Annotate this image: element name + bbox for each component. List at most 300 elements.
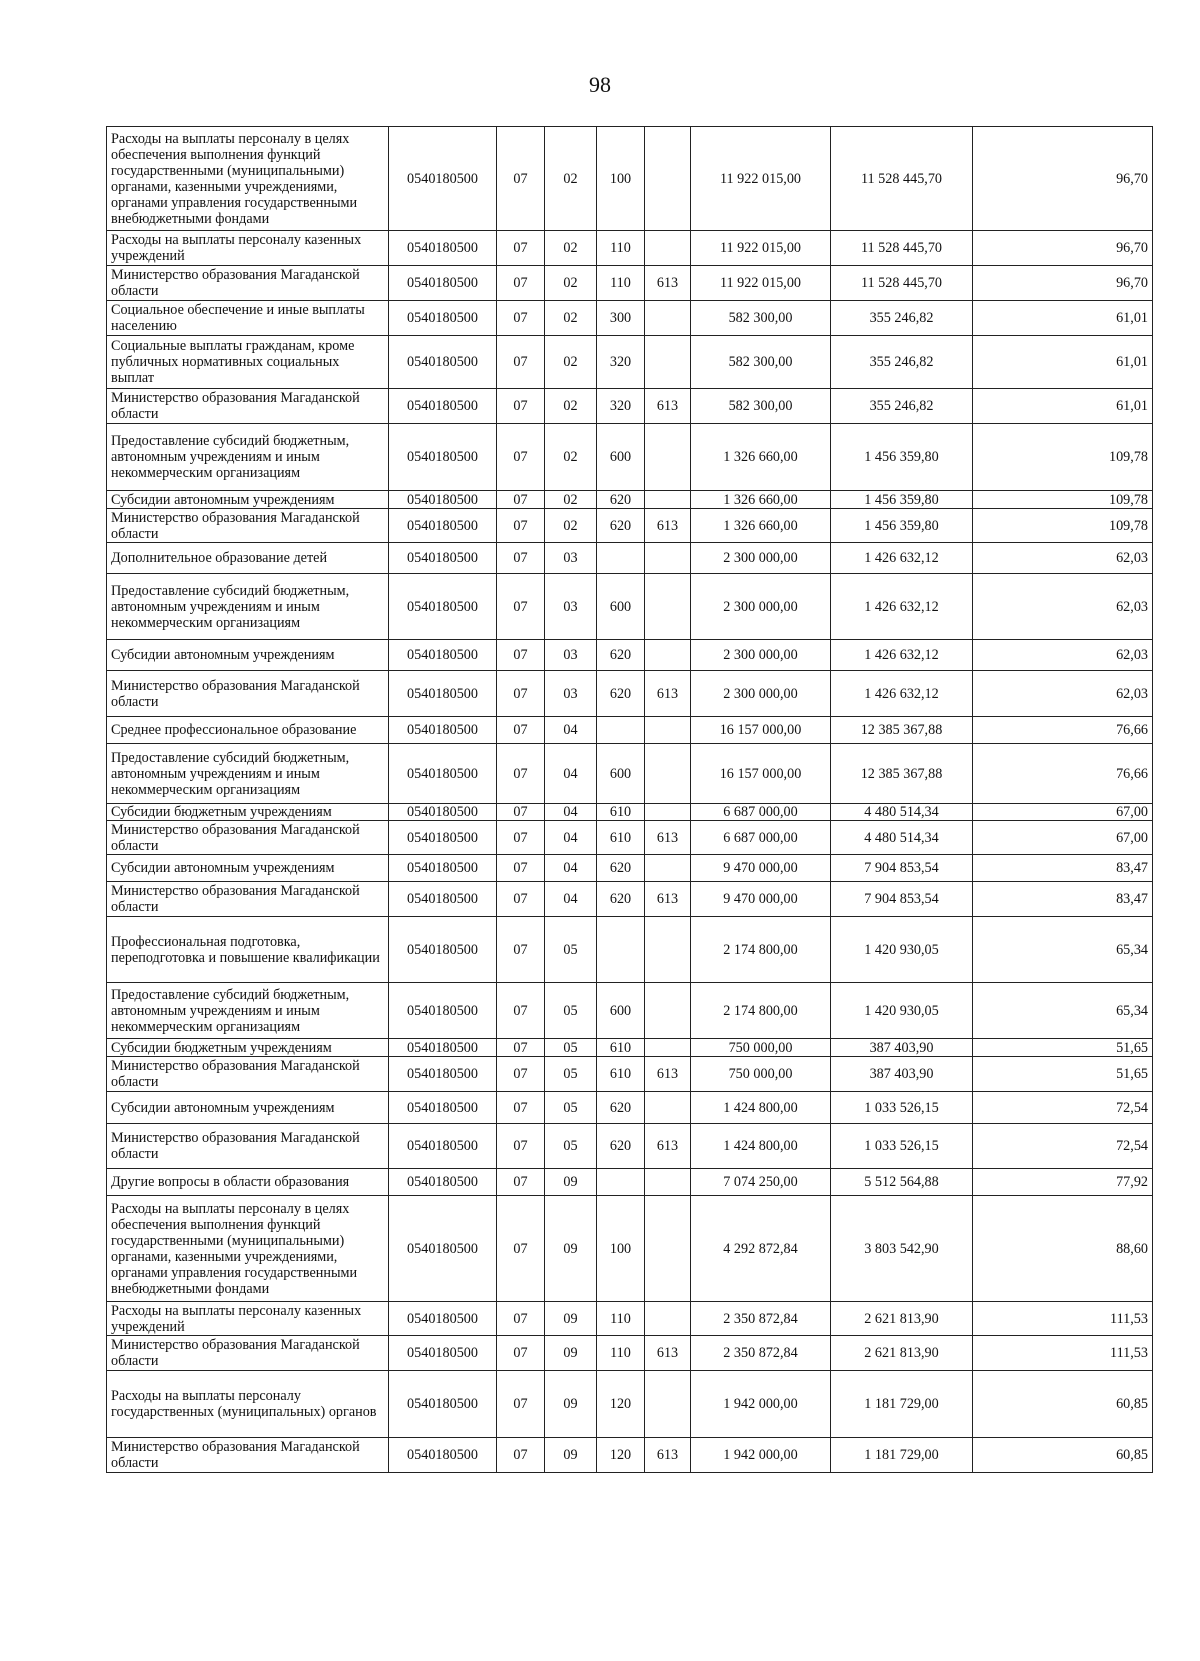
expense-type-cell: 620 [597,1124,645,1169]
admin-code-cell [645,1039,691,1057]
admin-code-cell [645,983,691,1039]
item-name-cell: Субсидии автономным учреждениям [107,491,389,509]
item-name-cell: Министерство образования Магаданской области [107,509,389,543]
percent-cell: 83,47 [973,882,1153,917]
expense-type-cell [597,543,645,574]
plan-amount-cell: 2 350 872,84 [691,1302,831,1336]
target-code-cell: 0540180500 [389,983,497,1039]
admin-code-cell [645,717,691,744]
table-row [107,509,1153,543]
section-cell: 07 [497,1039,545,1057]
actual-amount-cell: 1 426 632,12 [831,574,973,640]
subsection-cell: 09 [545,1196,597,1302]
actual-amount-cell: 1 033 526,15 [831,1124,973,1169]
admin-code-cell: 613 [645,266,691,301]
table-row [107,640,1153,671]
admin-code-cell [645,336,691,389]
subsection-cell: 04 [545,744,597,804]
plan-amount-cell: 9 470 000,00 [691,855,831,882]
section-cell: 07 [497,266,545,301]
subsection-cell: 04 [545,882,597,917]
table-row [107,1124,1153,1169]
percent-cell: 62,03 [973,671,1153,717]
section-cell: 07 [497,1057,545,1092]
target-code-cell: 0540180500 [389,855,497,882]
plan-amount-cell: 11 922 015,00 [691,127,831,231]
percent-cell: 60,85 [973,1438,1153,1473]
percent-cell: 51,65 [973,1039,1153,1057]
target-code-cell: 0540180500 [389,882,497,917]
admin-code-cell: 613 [645,882,691,917]
plan-amount-cell: 1 326 660,00 [691,491,831,509]
subsection-cell: 02 [545,389,597,424]
actual-amount-cell: 1 426 632,12 [831,543,973,574]
admin-code-cell [645,424,691,491]
target-code-cell: 0540180500 [389,1092,497,1124]
plan-amount-cell: 6 687 000,00 [691,821,831,855]
expense-type-cell: 110 [597,266,645,301]
admin-code-cell: 613 [645,1438,691,1473]
target-code-cell: 0540180500 [389,389,497,424]
plan-amount-cell: 2 300 000,00 [691,574,831,640]
target-code-cell: 0540180500 [389,127,497,231]
section-cell: 07 [497,821,545,855]
plan-amount-cell: 1 424 800,00 [691,1124,831,1169]
actual-amount-cell: 1 456 359,80 [831,509,973,543]
target-code-cell: 0540180500 [389,1057,497,1092]
admin-code-cell [645,491,691,509]
expense-type-cell: 620 [597,640,645,671]
section-cell: 07 [497,882,545,917]
target-code-cell: 0540180500 [389,1124,497,1169]
table-row [107,821,1153,855]
expense-type-cell: 300 [597,301,645,336]
item-name-cell: Социальные выплаты гражданам, кроме публичных нормативных социальных выплат [107,336,389,389]
expense-type-cell: 620 [597,882,645,917]
expense-type-cell: 610 [597,1039,645,1057]
item-name-cell: Министерство образования Магаданской области [107,1438,389,1473]
section-cell: 07 [497,744,545,804]
actual-amount-cell: 355 246,82 [831,336,973,389]
section-cell: 07 [497,855,545,882]
subsection-cell: 09 [545,1438,597,1473]
expense-type-cell: 620 [597,509,645,543]
table-row [107,1057,1153,1092]
expense-type-cell: 600 [597,424,645,491]
percent-cell: 61,01 [973,389,1153,424]
table-row [107,1371,1153,1438]
admin-code-cell: 613 [645,1124,691,1169]
section-cell: 07 [497,509,545,543]
plan-amount-cell: 1 424 800,00 [691,1092,831,1124]
expense-type-cell: 120 [597,1371,645,1438]
plan-amount-cell: 1 942 000,00 [691,1371,831,1438]
item-name-cell: Расходы на выплаты персоналу казенных учреждений [107,231,389,266]
item-name-cell: Другие вопросы в области образования [107,1169,389,1196]
subsection-cell: 02 [545,127,597,231]
section-cell: 07 [497,917,545,983]
table-row [107,1302,1153,1336]
table-row [107,1169,1153,1196]
page-number: 98 [589,72,611,97]
subsection-cell: 05 [545,1092,597,1124]
plan-amount-cell: 582 300,00 [691,389,831,424]
item-name-cell: Расходы на выплаты персоналу казенных учреждений [107,1302,389,1336]
plan-amount-cell: 750 000,00 [691,1039,831,1057]
percent-cell: 62,03 [973,543,1153,574]
target-code-cell: 0540180500 [389,509,497,543]
admin-code-cell [645,1196,691,1302]
subsection-cell: 02 [545,336,597,389]
subsection-cell: 05 [545,917,597,983]
target-code-cell: 0540180500 [389,804,497,821]
table-row [107,336,1153,389]
plan-amount-cell: 16 157 000,00 [691,744,831,804]
table-row [107,744,1153,804]
expense-type-cell: 320 [597,389,645,424]
subsection-cell: 02 [545,491,597,509]
admin-code-cell [645,127,691,231]
target-code-cell: 0540180500 [389,266,497,301]
target-code-cell: 0540180500 [389,1196,497,1302]
admin-code-cell [645,301,691,336]
table-row [107,804,1153,821]
admin-code-cell: 613 [645,1057,691,1092]
target-code-cell: 0540180500 [389,543,497,574]
plan-amount-cell: 16 157 000,00 [691,717,831,744]
percent-cell: 109,78 [973,509,1153,543]
table-row [107,855,1153,882]
actual-amount-cell: 1 456 359,80 [831,491,973,509]
percent-cell: 76,66 [973,744,1153,804]
item-name-cell: Министерство образования Магаданской области [107,389,389,424]
subsection-cell: 02 [545,266,597,301]
expense-type-cell [597,717,645,744]
subsection-cell: 09 [545,1336,597,1371]
expense-type-cell: 620 [597,491,645,509]
table-row [107,491,1153,509]
expense-type-cell: 620 [597,671,645,717]
actual-amount-cell: 355 246,82 [831,389,973,424]
subsection-cell: 02 [545,424,597,491]
actual-amount-cell: 4 480 514,34 [831,804,973,821]
section-cell: 07 [497,574,545,640]
item-name-cell: Субсидии бюджетным учреждениям [107,1039,389,1057]
item-name-cell: Предоставление субсидий бюджетным, автономным учреждениям и иным некоммерческим организациям [107,744,389,804]
item-name-cell: Предоставление субсидий бюджетным, автономным учреждениям и иным некоммерческим организациям [107,574,389,640]
actual-amount-cell: 3 803 542,90 [831,1196,973,1302]
plan-amount-cell: 4 292 872,84 [691,1196,831,1302]
subsection-cell: 03 [545,543,597,574]
actual-amount-cell: 1 033 526,15 [831,1092,973,1124]
admin-code-cell [645,917,691,983]
plan-amount-cell: 750 000,00 [691,1057,831,1092]
expense-type-cell: 110 [597,231,645,266]
actual-amount-cell: 1 420 930,05 [831,917,973,983]
percent-cell: 77,92 [973,1169,1153,1196]
expense-type-cell: 110 [597,1302,645,1336]
section-cell: 07 [497,424,545,491]
admin-code-cell [645,1169,691,1196]
item-name-cell: Субсидии автономным учреждениям [107,640,389,671]
table-row [107,266,1153,301]
item-name-cell: Расходы на выплаты персоналу в целях обеспечения выполнения функций государственными (муниципальными) органами, казенными учреждениями, органами управления государственными внебюджетными фондами [107,127,389,231]
percent-cell: 72,54 [973,1092,1153,1124]
table-row [107,127,1153,231]
table-row [107,301,1153,336]
percent-cell: 109,78 [973,491,1153,509]
actual-amount-cell: 11 528 445,70 [831,231,973,266]
section-cell: 07 [497,389,545,424]
target-code-cell: 0540180500 [389,301,497,336]
item-name-cell: Министерство образования Магаданской области [107,821,389,855]
plan-amount-cell: 11 922 015,00 [691,266,831,301]
item-name-cell: Министерство образования Магаданской области [107,1057,389,1092]
subsection-cell: 03 [545,640,597,671]
subsection-cell: 05 [545,1039,597,1057]
section-cell: 07 [497,1438,545,1473]
admin-code-cell [645,855,691,882]
section-cell: 07 [497,1196,545,1302]
item-name-cell: Расходы на выплаты персоналу государственных (муниципальных) органов [107,1371,389,1438]
admin-code-cell: 613 [645,821,691,855]
section-cell: 07 [497,1092,545,1124]
target-code-cell: 0540180500 [389,1438,497,1473]
subsection-cell: 02 [545,509,597,543]
plan-amount-cell: 2 174 800,00 [691,917,831,983]
section-cell: 07 [497,491,545,509]
item-name-cell: Субсидии бюджетным учреждениям [107,804,389,821]
item-name-cell: Среднее профессиональное образование [107,717,389,744]
actual-amount-cell: 387 403,90 [831,1057,973,1092]
percent-cell: 76,66 [973,717,1153,744]
subsection-cell: 04 [545,821,597,855]
percent-cell: 111,53 [973,1302,1153,1336]
expense-type-cell: 610 [597,804,645,821]
budget-table [106,126,1153,1473]
percent-cell: 96,70 [973,231,1153,266]
target-code-cell: 0540180500 [389,1169,497,1196]
item-name-cell: Субсидии автономным учреждениям [107,855,389,882]
percent-cell: 61,01 [973,336,1153,389]
admin-code-cell [645,744,691,804]
table-row [107,1039,1153,1057]
section-cell: 07 [497,1124,545,1169]
section-cell: 07 [497,671,545,717]
expense-type-cell: 600 [597,983,645,1039]
expense-type-cell: 120 [597,1438,645,1473]
actual-amount-cell: 1 181 729,00 [831,1438,973,1473]
expense-type-cell: 100 [597,127,645,231]
section-cell: 07 [497,983,545,1039]
table-row [107,543,1153,574]
table-row [107,389,1153,424]
table-row [107,424,1153,491]
table-row [107,983,1153,1039]
item-name-cell: Профессиональная подготовка, переподготовка и повышение квалификации [107,917,389,983]
admin-code-cell [645,231,691,266]
plan-amount-cell: 9 470 000,00 [691,882,831,917]
item-name-cell: Дополнительное образование детей [107,543,389,574]
section-cell: 07 [497,640,545,671]
target-code-cell: 0540180500 [389,491,497,509]
percent-cell: 88,60 [973,1196,1153,1302]
table-row [107,1438,1153,1473]
item-name-cell: Министерство образования Магаданской области [107,266,389,301]
section-cell: 07 [497,231,545,266]
subsection-cell: 09 [545,1371,597,1438]
percent-cell: 65,34 [973,983,1153,1039]
plan-amount-cell: 6 687 000,00 [691,804,831,821]
subsection-cell: 03 [545,574,597,640]
target-code-cell: 0540180500 [389,640,497,671]
plan-amount-cell: 11 922 015,00 [691,231,831,266]
table-body [107,127,1153,1473]
item-name-cell: Субсидии автономным учреждениям [107,1092,389,1124]
subsection-cell: 05 [545,1057,597,1092]
target-code-cell: 0540180500 [389,1039,497,1057]
table-row [107,882,1153,917]
actual-amount-cell: 2 621 813,90 [831,1302,973,1336]
subsection-cell: 02 [545,301,597,336]
actual-amount-cell: 11 528 445,70 [831,266,973,301]
admin-code-cell: 613 [645,509,691,543]
item-name-cell: Расходы на выплаты персоналу в целях обеспечения выполнения функций государственными (муниципальными) органами, казенными учреждениями, органами управления государственными внебюджетными фондами [107,1196,389,1302]
item-name-cell: Социальное обеспечение и иные выплаты населению [107,301,389,336]
table-row [107,231,1153,266]
expense-type-cell: 320 [597,336,645,389]
target-code-cell: 0540180500 [389,717,497,744]
plan-amount-cell: 2 350 872,84 [691,1336,831,1371]
expense-type-cell: 600 [597,744,645,804]
plan-amount-cell: 1 326 660,00 [691,424,831,491]
actual-amount-cell: 12 385 367,88 [831,744,973,804]
target-code-cell: 0540180500 [389,1302,497,1336]
actual-amount-cell: 7 904 853,54 [831,882,973,917]
section-cell: 07 [497,1336,545,1371]
expense-type-cell: 620 [597,855,645,882]
percent-cell: 60,85 [973,1371,1153,1438]
subsection-cell: 03 [545,671,597,717]
percent-cell: 72,54 [973,1124,1153,1169]
section-cell: 07 [497,1169,545,1196]
admin-code-cell [645,1302,691,1336]
target-code-cell: 0540180500 [389,424,497,491]
expense-type-cell: 600 [597,574,645,640]
actual-amount-cell: 5 512 564,88 [831,1169,973,1196]
target-code-cell: 0540180500 [389,336,497,389]
admin-code-cell [645,1092,691,1124]
section-cell: 07 [497,336,545,389]
table-row [107,1336,1153,1371]
section-cell: 07 [497,543,545,574]
actual-amount-cell: 7 904 853,54 [831,855,973,882]
percent-cell: 96,70 [973,266,1153,301]
plan-amount-cell: 2 300 000,00 [691,671,831,717]
target-code-cell: 0540180500 [389,671,497,717]
section-cell: 07 [497,717,545,744]
percent-cell: 83,47 [973,855,1153,882]
percent-cell: 62,03 [973,574,1153,640]
subsection-cell: 02 [545,231,597,266]
target-code-cell: 0540180500 [389,1371,497,1438]
item-name-cell: Предоставление субсидий бюджетным, автономным учреждениям и иным некоммерческим организациям [107,983,389,1039]
table-row [107,671,1153,717]
actual-amount-cell: 1 420 930,05 [831,983,973,1039]
percent-cell: 62,03 [973,640,1153,671]
admin-code-cell: 613 [645,671,691,717]
table-row [107,1092,1153,1124]
actual-amount-cell: 1 426 632,12 [831,671,973,717]
expense-type-cell: 110 [597,1336,645,1371]
plan-amount-cell: 582 300,00 [691,301,831,336]
percent-cell: 111,53 [973,1336,1153,1371]
admin-code-cell [645,574,691,640]
subsection-cell: 04 [545,804,597,821]
plan-amount-cell: 2 300 000,00 [691,543,831,574]
section-cell: 07 [497,301,545,336]
item-name-cell: Министерство образования Магаданской области [107,882,389,917]
actual-amount-cell: 1 426 632,12 [831,640,973,671]
table-row [107,574,1153,640]
expense-type-cell [597,1169,645,1196]
admin-code-cell [645,543,691,574]
percent-cell: 109,78 [973,424,1153,491]
admin-code-cell: 613 [645,389,691,424]
plan-amount-cell: 1 942 000,00 [691,1438,831,1473]
actual-amount-cell: 387 403,90 [831,1039,973,1057]
plan-amount-cell: 7 074 250,00 [691,1169,831,1196]
target-code-cell: 0540180500 [389,821,497,855]
expense-type-cell: 620 [597,1092,645,1124]
target-code-cell: 0540180500 [389,744,497,804]
subsection-cell: 09 [545,1302,597,1336]
section-cell: 07 [497,127,545,231]
table-row [107,717,1153,744]
actual-amount-cell: 1 181 729,00 [831,1371,973,1438]
actual-amount-cell: 2 621 813,90 [831,1336,973,1371]
table-row [107,917,1153,983]
expense-type-cell: 610 [597,1057,645,1092]
actual-amount-cell: 355 246,82 [831,301,973,336]
percent-cell: 67,00 [973,804,1153,821]
section-cell: 07 [497,804,545,821]
subsection-cell: 04 [545,717,597,744]
percent-cell: 96,70 [973,127,1153,231]
actual-amount-cell: 4 480 514,34 [831,821,973,855]
admin-code-cell [645,1371,691,1438]
item-name-cell: Министерство образования Магаданской области [107,1336,389,1371]
target-code-cell: 0540180500 [389,1336,497,1371]
subsection-cell: 05 [545,1124,597,1169]
percent-cell: 67,00 [973,821,1153,855]
actual-amount-cell: 12 385 367,88 [831,717,973,744]
target-code-cell: 0540180500 [389,574,497,640]
plan-amount-cell: 582 300,00 [691,336,831,389]
section-cell: 07 [497,1302,545,1336]
expense-type-cell [597,917,645,983]
percent-cell: 65,34 [973,917,1153,983]
table-row [107,1196,1153,1302]
item-name-cell: Предоставление субсидий бюджетным, автономным учреждениям и иным некоммерческим организациям [107,424,389,491]
actual-amount-cell: 1 456 359,80 [831,424,973,491]
admin-code-cell [645,640,691,671]
actual-amount-cell: 11 528 445,70 [831,127,973,231]
section-cell: 07 [497,1371,545,1438]
percent-cell: 61,01 [973,301,1153,336]
target-code-cell: 0540180500 [389,231,497,266]
plan-amount-cell: 1 326 660,00 [691,509,831,543]
